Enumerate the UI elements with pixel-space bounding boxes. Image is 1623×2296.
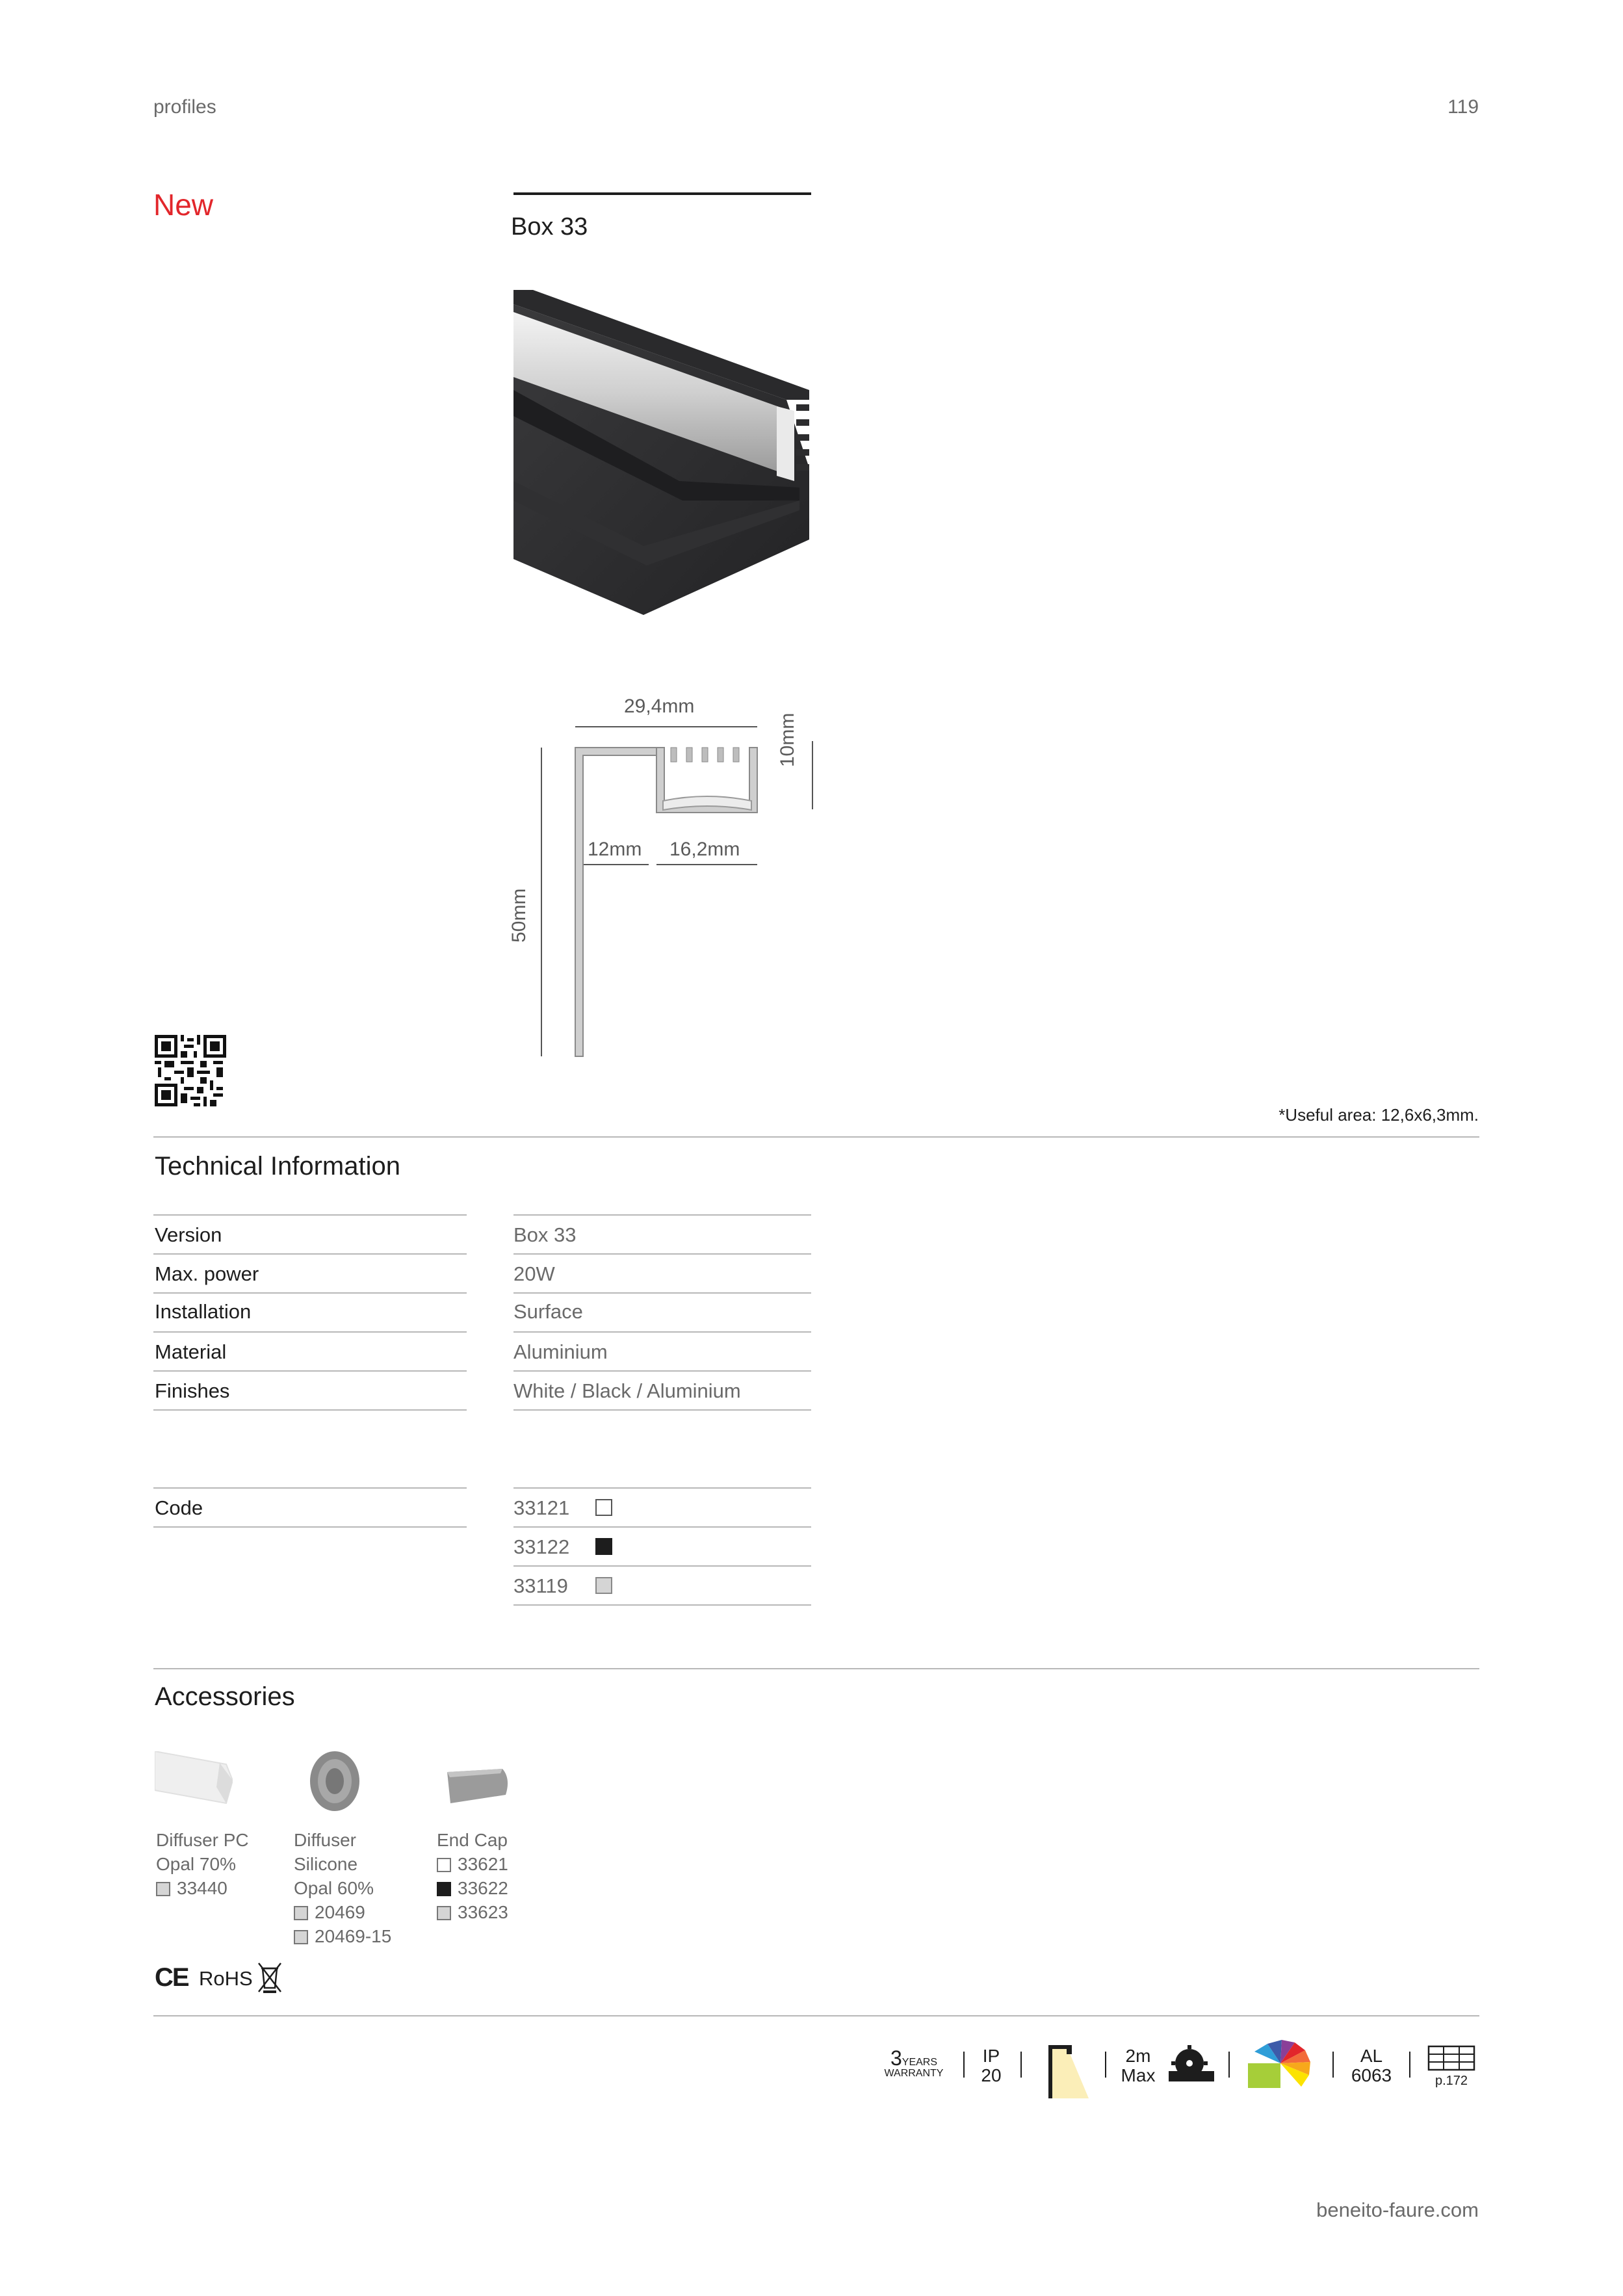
accessory-code-row bbox=[437, 1900, 508, 1924]
warranty-badge bbox=[881, 2046, 946, 2080]
accessory-diffuser-pc bbox=[156, 1828, 249, 1900]
divider bbox=[153, 1668, 1479, 1669]
table-rule bbox=[513, 1604, 811, 1606]
accessory-code: 33622 bbox=[458, 1878, 508, 1898]
accessories-heading: Accessories bbox=[155, 1682, 295, 1711]
accessory-code: 33440 bbox=[177, 1878, 227, 1898]
separator bbox=[1020, 2052, 1022, 2078]
accessory-code: 33623 bbox=[458, 1902, 508, 1922]
table-rule bbox=[153, 1370, 467, 1372]
table-rule bbox=[153, 1526, 467, 1528]
separator bbox=[963, 2052, 965, 2078]
accessory-name-line: End Cap bbox=[437, 1830, 508, 1850]
warranty-years: YEARS bbox=[902, 2057, 938, 2068]
accessory-code-row bbox=[437, 1852, 508, 1876]
website-link[interactable]: beneito-faure.com bbox=[1316, 2198, 1479, 2221]
spec-label-version: Version bbox=[155, 1223, 222, 1246]
aluminium-finish-swatch bbox=[437, 1906, 451, 1920]
max-length bbox=[1115, 2046, 1161, 2085]
rohs-label: RoHS bbox=[199, 1967, 253, 1990]
spec-value-installation: Surface bbox=[513, 1300, 583, 1323]
dim-channel-width: 16,2mm bbox=[669, 839, 740, 860]
separator bbox=[1332, 2052, 1334, 2078]
aluminium-finish-swatch bbox=[595, 1577, 612, 1594]
table-rule bbox=[153, 1409, 467, 1411]
code-value-white: 33121 bbox=[513, 1496, 570, 1519]
separator bbox=[1228, 2052, 1230, 2078]
accessory-code: 33621 bbox=[458, 1854, 508, 1874]
spec-label-max-power: Max. power bbox=[155, 1262, 259, 1285]
surface-installation-icon bbox=[1043, 2041, 1095, 2100]
table-rule bbox=[153, 1253, 467, 1255]
separator bbox=[1409, 2052, 1410, 2078]
table-rule bbox=[513, 1565, 811, 1567]
dim-channel-height: 10mm bbox=[777, 712, 798, 767]
table-rule bbox=[153, 1331, 467, 1333]
spec-value-max-power: 20W bbox=[513, 1262, 555, 1285]
length-value: 2m bbox=[1125, 2046, 1151, 2066]
accessory-code-row bbox=[294, 1900, 391, 1924]
accessory-name-line: Opal 70% bbox=[156, 1854, 236, 1874]
ip-label: IP bbox=[982, 2046, 1000, 2066]
separator bbox=[1105, 2052, 1106, 2078]
dim-left-width: 12mm bbox=[588, 839, 642, 860]
ip-value: 20 bbox=[981, 2065, 1002, 2085]
black-finish-swatch bbox=[437, 1882, 451, 1896]
lighting-grid-icon[interactable] bbox=[1427, 2045, 1475, 2071]
table-rule bbox=[513, 1526, 811, 1528]
color-temperature-fan-icon bbox=[1241, 2037, 1319, 2093]
spec-value-material: Aluminium bbox=[513, 1340, 608, 1363]
aluminium-finish-swatch bbox=[156, 1882, 170, 1896]
accessory-diffuser-silicone bbox=[294, 1828, 391, 1948]
title-rule bbox=[513, 192, 811, 195]
code-label: Code bbox=[155, 1496, 203, 1519]
accessory-code: 20469-15 bbox=[315, 1926, 392, 1946]
code-value-aluminium: 33119 bbox=[513, 1574, 568, 1597]
accessory-end-cap bbox=[437, 1828, 508, 1924]
table-rule bbox=[513, 1214, 811, 1216]
page-reference-link[interactable]: p.172 bbox=[1435, 2074, 1468, 2088]
accessory-code-row bbox=[437, 1876, 508, 1900]
technical-information-heading: Technical Information bbox=[155, 1152, 400, 1181]
divider bbox=[153, 2015, 1479, 2016]
accessory-code-row bbox=[294, 1924, 391, 1948]
weee-bin-icon bbox=[256, 1961, 283, 1994]
black-finish-swatch bbox=[595, 1538, 612, 1555]
warranty-number: 3 bbox=[890, 2046, 902, 2070]
page-number: 119 bbox=[1448, 96, 1479, 118]
accessory-code: 20469 bbox=[315, 1902, 365, 1922]
diffuser-silicone-image bbox=[305, 1749, 364, 1814]
dim-height-total: 50mm bbox=[508, 888, 530, 943]
length-label: Max bbox=[1121, 2065, 1156, 2085]
accessory-name-line: Diffuser PC bbox=[156, 1830, 249, 1850]
ip-rating bbox=[975, 2046, 1007, 2085]
accessory-name-line: Diffuser bbox=[294, 1830, 356, 1850]
white-finish-swatch bbox=[437, 1858, 451, 1872]
table-rule bbox=[513, 1253, 811, 1255]
cut-to-size-saw-icon bbox=[1163, 2044, 1215, 2087]
alloy-label: AL bbox=[1360, 2046, 1383, 2066]
spec-label-finishes: Finishes bbox=[155, 1379, 230, 1402]
table-rule bbox=[513, 1331, 811, 1333]
divider bbox=[153, 1136, 1479, 1138]
product-title: Box 33 bbox=[511, 213, 588, 241]
code-value-black: 33122 bbox=[513, 1535, 570, 1558]
product-image bbox=[513, 286, 812, 618]
spec-value-finishes: White / Black / Aluminium bbox=[513, 1379, 741, 1402]
alloy-spec bbox=[1345, 2046, 1397, 2085]
table-rule bbox=[513, 1292, 811, 1294]
aluminium-finish-swatch bbox=[294, 1930, 308, 1944]
table-rule bbox=[513, 1409, 811, 1411]
white-finish-swatch bbox=[595, 1499, 612, 1516]
table-rule bbox=[513, 1487, 811, 1489]
ce-mark-icon: CE bbox=[155, 1963, 188, 1992]
diffuser-pc-image bbox=[155, 1751, 233, 1810]
table-rule bbox=[153, 1487, 467, 1489]
accessory-name-line: Silicone bbox=[294, 1854, 358, 1874]
table-rule bbox=[513, 1370, 811, 1372]
spec-label-material: Material bbox=[155, 1340, 227, 1363]
aluminium-finish-swatch bbox=[294, 1906, 308, 1920]
accessory-code-row bbox=[156, 1876, 249, 1900]
table-rule bbox=[153, 1214, 467, 1216]
end-cap-image bbox=[441, 1766, 512, 1811]
alloy-value: 6063 bbox=[1351, 2065, 1392, 2085]
section-label: profiles bbox=[153, 96, 216, 118]
spec-value-version: Box 33 bbox=[513, 1223, 577, 1246]
table-rule bbox=[153, 1292, 467, 1294]
new-badge: New bbox=[153, 188, 214, 222]
warranty-label: WARRANTY bbox=[884, 2068, 944, 2079]
accessory-name-line: Opal 60% bbox=[294, 1878, 374, 1898]
useful-area-note: *Useful area: 12,6x6,3mm. bbox=[1279, 1105, 1479, 1125]
qr-code[interactable] bbox=[155, 1035, 226, 1106]
dim-width-total: 29,4mm bbox=[624, 696, 695, 717]
spec-label-installation: Installation bbox=[155, 1300, 252, 1323]
